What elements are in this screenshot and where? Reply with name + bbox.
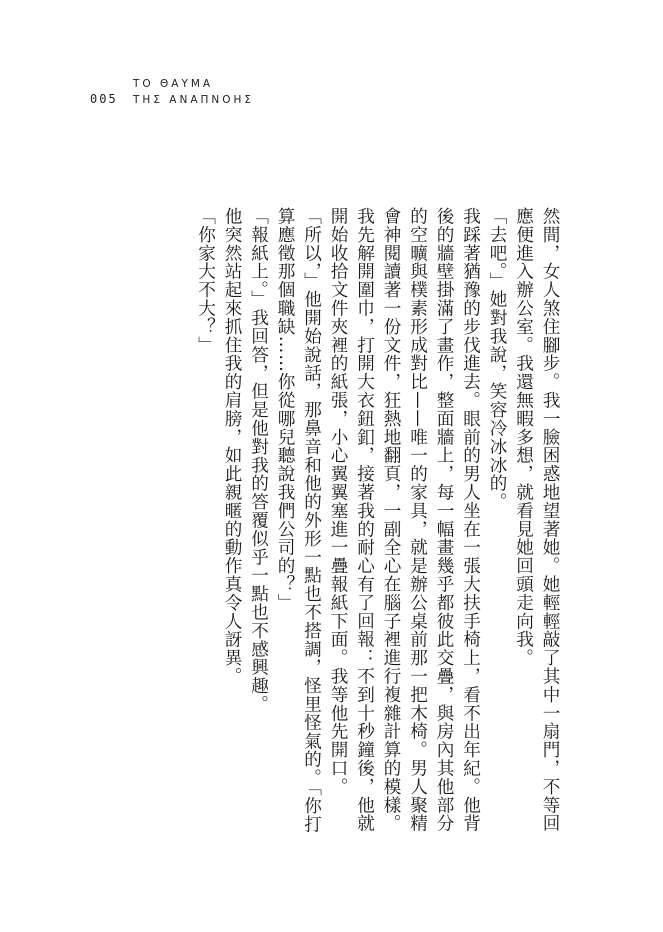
running-head-line-2: ΤΗΣ ΑΝΑΠΝΟΗΣ: [133, 94, 255, 106]
paragraph-6: 他突然站起來抓住我的肩膀，如此親暱的動作真令人訝異。: [222, 207, 242, 686]
page-number: 005: [90, 92, 118, 106]
paragraph-7: 「你家大不大？」: [195, 207, 216, 355]
paragraph-3: 我踩著猶豫的步伐進去。眼前的男人坐在一張大扶手椅上，看不出年紀。他背後的牆壁掛滿了畫作，整面牆上，每一幅畫幾乎都彼此交疊，與房內其他部分的空曠與樸素形成對比——唯一的家具，就是辦公桌前那一把木椅。男人聚精會神閱讀著一份文件，狂熱地翻頁，一副全心在腦子裡進行複雜計算的模樣。我先解開圍巾，打開大衣鈕釦，接著我的耐心有了回報：不到十秒鐘後，他就開始收拾文件夾裡的紙張，小心翼翼塞進一疊報紙下面。我等他先開口。: [328, 207, 481, 833]
running-head: [133, 76, 254, 108]
running-head-line-1: ΤΟ ΘΑΥΜΑ: [133, 78, 214, 90]
paragraph-5: 「報紙上。」我回答，但是他對我的答覆似乎一點也不感興趣。: [248, 207, 269, 714]
body-text: [93, 207, 563, 847]
paragraph-2: 「去吧。」她對我說，笑容冷冰冰的。: [487, 207, 507, 511]
paragraph-1: 然間，女人煞住腳步。我一臉困惑地望著她。她輕輕敲了其中一扇門，不等回應便進入辦公室。我還無暇多想，就看見她回頭走向我。: [513, 207, 560, 833]
paragraph-4: 「所以，」他開始說話，那鼻音和他的外形一點也不搭調，怪里怪氣的。「你打算應徵那個職缺……你從哪兒聽說我們公司的？」: [275, 207, 322, 834]
